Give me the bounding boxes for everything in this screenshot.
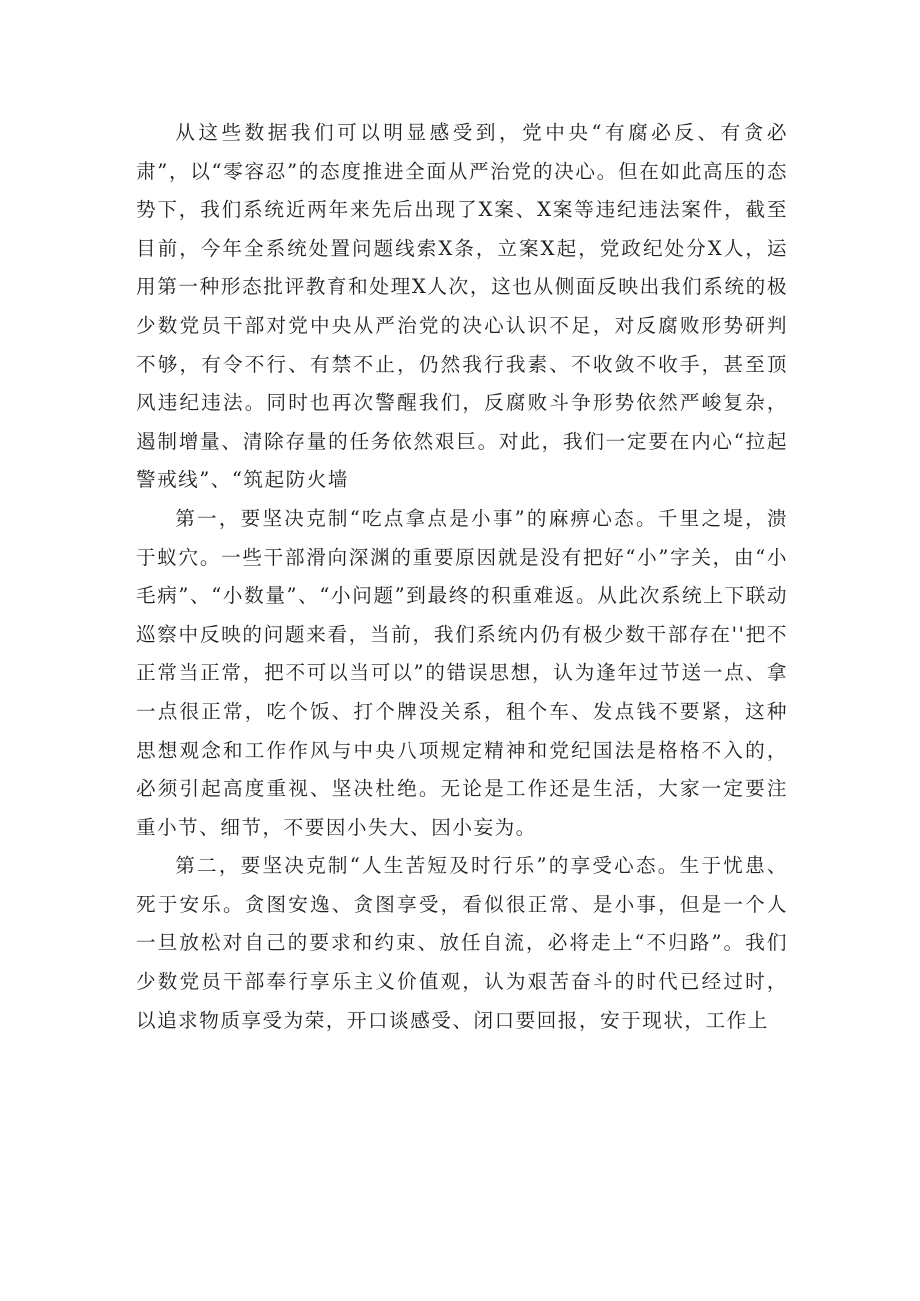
paragraph-1: 从这些数据我们可以明显感受到，党中央“有腐必反、有贪必肃”，以“零容忍”的态度推进全面从严治党的决心。但在如此高压的态势下，我们系统近两年来先后出现了X案、X案等违纪违法案件，截至目前，今年全系统处置问题线索X条，立案X起，党政纪处分X人，运用第一种形态批评教育和处理X人次，这也从侧面反映出我们系统的极少数党员干部对党中央从严治党的决心认识不足，对反腐败形势研判不够，有令不行、有禁不止，仍然我行我素、不收敛不收手，甚至顶风违纪违法。同时也再次警醒我们，反腐败斗争形势依然严峻复杂，遏制增量、清除存量的任务依然艰巨。对此，我们一定要在内心“拉起警戒线”、“筑起防火墙 [136, 121, 788, 492]
paragraph-2: 第一，要坚决克制“吃点拿点是小事”的麻痹心态。千里之堤，溃于蚁穴。一些干部滑向深渊的重要原因就是没有把好“小”字关，由“小毛病”、“小数量”、“小问题”到最终的积重难返。从此次系统上下联动巡察中反映的问题来看，当前，我们系统内仍有极少数干部存在''把不正常当正常，把不可以当可以”的错误思想，认为逢年过节送一点、拿一点很正常，吃个饭、打个牌没关系，租个车、发点钱不要紧，这种思想观念和工作作风与中央八项规定精神和党纪国法是格格不入的，必须引起高度重视、坚决杜绝。无论是工作还是生活，大家一定要注重小节、细节，不要因小失大、因小妄为。 [136, 506, 788, 839]
document-body [136, 114, 788, 1040]
paragraph-3: 第二，要坚决克制“人生苦短及时行乐”的享受心态。生于忧患、死于安乐。贪图安逸、贪图享受，看似很正常、是小事，但是一个人一旦放松对自己的要求和约束、放任自流，必将走上“不归路”。我们少数党员干部奉行享乐主义价值观，认为艰苦奋斗的时代已经过时，以追求物质享受为荣，开口谈感受、闭口要回报，安于现状，工作上 [136, 854, 788, 1032]
